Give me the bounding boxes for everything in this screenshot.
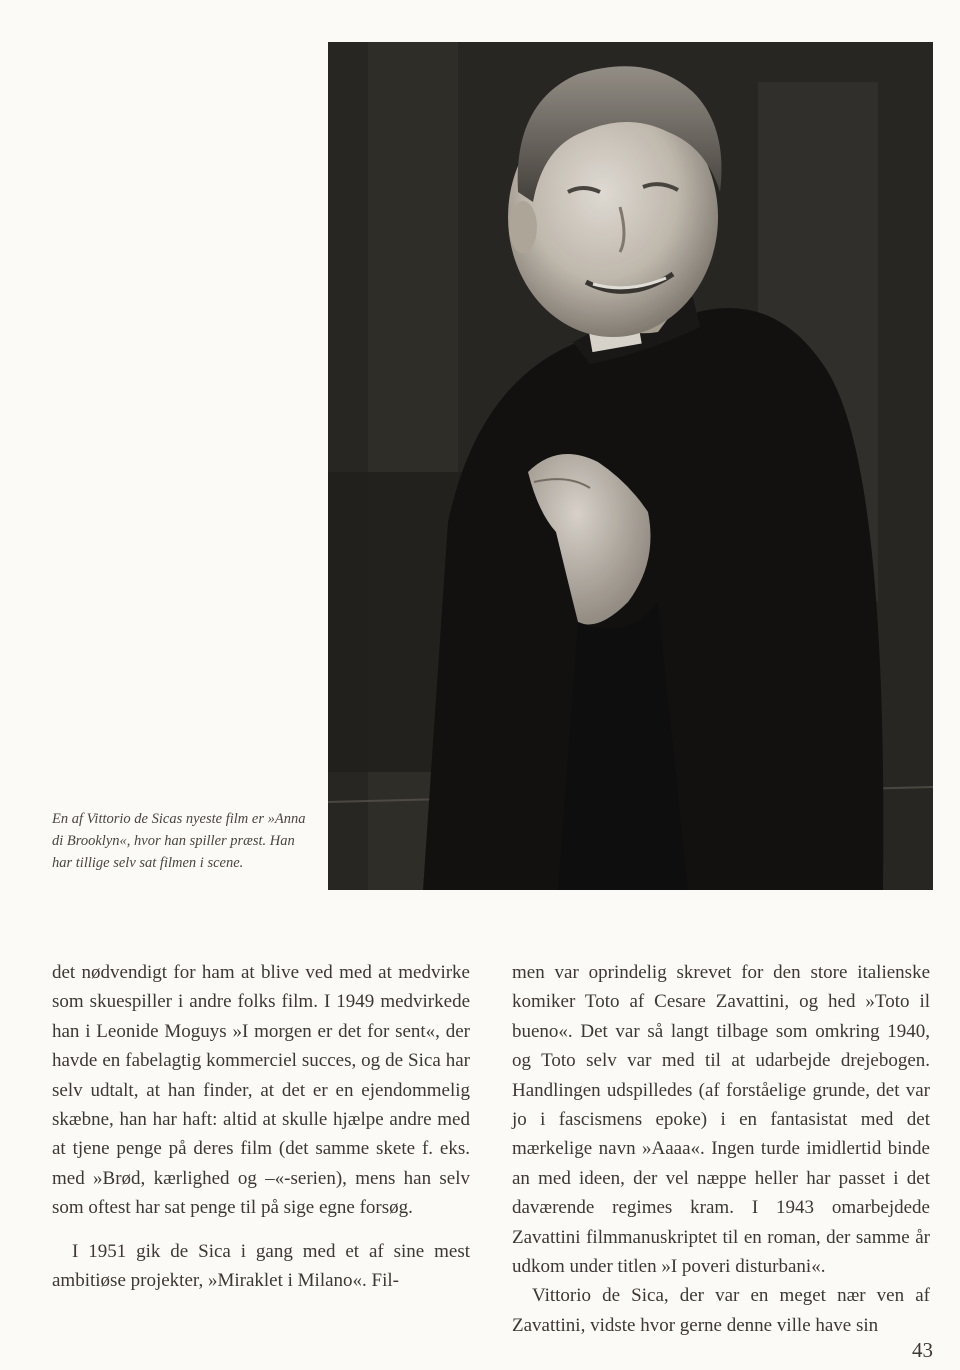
paragraph: men var oprindelig skrevet for den store italienske komiker Toto af Cesare Zavattini, og hed »Toto il bueno«. Det var så langt tilbage som omkring 1940, og Toto selv var med til at udarbejde drejebogen. Handlingen udspilledes (af forståelige grunde, det var jo i fascismens epoke) i en fantasistat med det mærkelige navn »Aaaa«. Ingen turde imidlertid binde an med ideen, der vel næppe heller har passet i det daværende regimes kram. I 1943 omarbejdede Zavattini filmmanuskriptet til en roman, der samme år udkom under titlen »I poveri disturbani«. bbox=[512, 962, 930, 1278]
text-column-right bbox=[512, 958, 930, 1340]
priest-photograph bbox=[328, 42, 933, 890]
photo-vittorio-de-sica bbox=[328, 42, 933, 890]
page-number: 43 bbox=[912, 1338, 933, 1362]
paragraph: I 1951 gik de Sica i gang med et af sine mest ambitiøse projekter, »Miraklet i Milano«. Fil- bbox=[52, 1240, 470, 1292]
paragraph: det nødvendigt for ham at blive ved med at medvirke som skuespiller i andre folks film. I 1949 medvirkede han i Leonide Moguys »I morgen er det for sent«, der havde en fabelagtig kommerciel succes, og de Sica har selv udtalt, at han finder, at det er en ejendommelig skæbne, han har haft: altid at skulle hjælpe andre med at tjene penge på deres film (det samme skete f. eks. med »Brød, kærlighed og –«-serien), mens han selv som oftest har sat penge til på sige egne forsøg. bbox=[52, 962, 470, 1219]
figure-caption: En af Vittorio de Sicas nyeste film er »Anna di Brooklyn«, hvor han spiller præst. Han har tillige selv sat filmen i scene. bbox=[52, 811, 306, 871]
text-column-left bbox=[52, 958, 470, 1295]
paragraph: Vittorio de Sica, der var en meget nær ven af Zavattini, vidste hvor gerne denne ville have sin bbox=[512, 1285, 930, 1336]
